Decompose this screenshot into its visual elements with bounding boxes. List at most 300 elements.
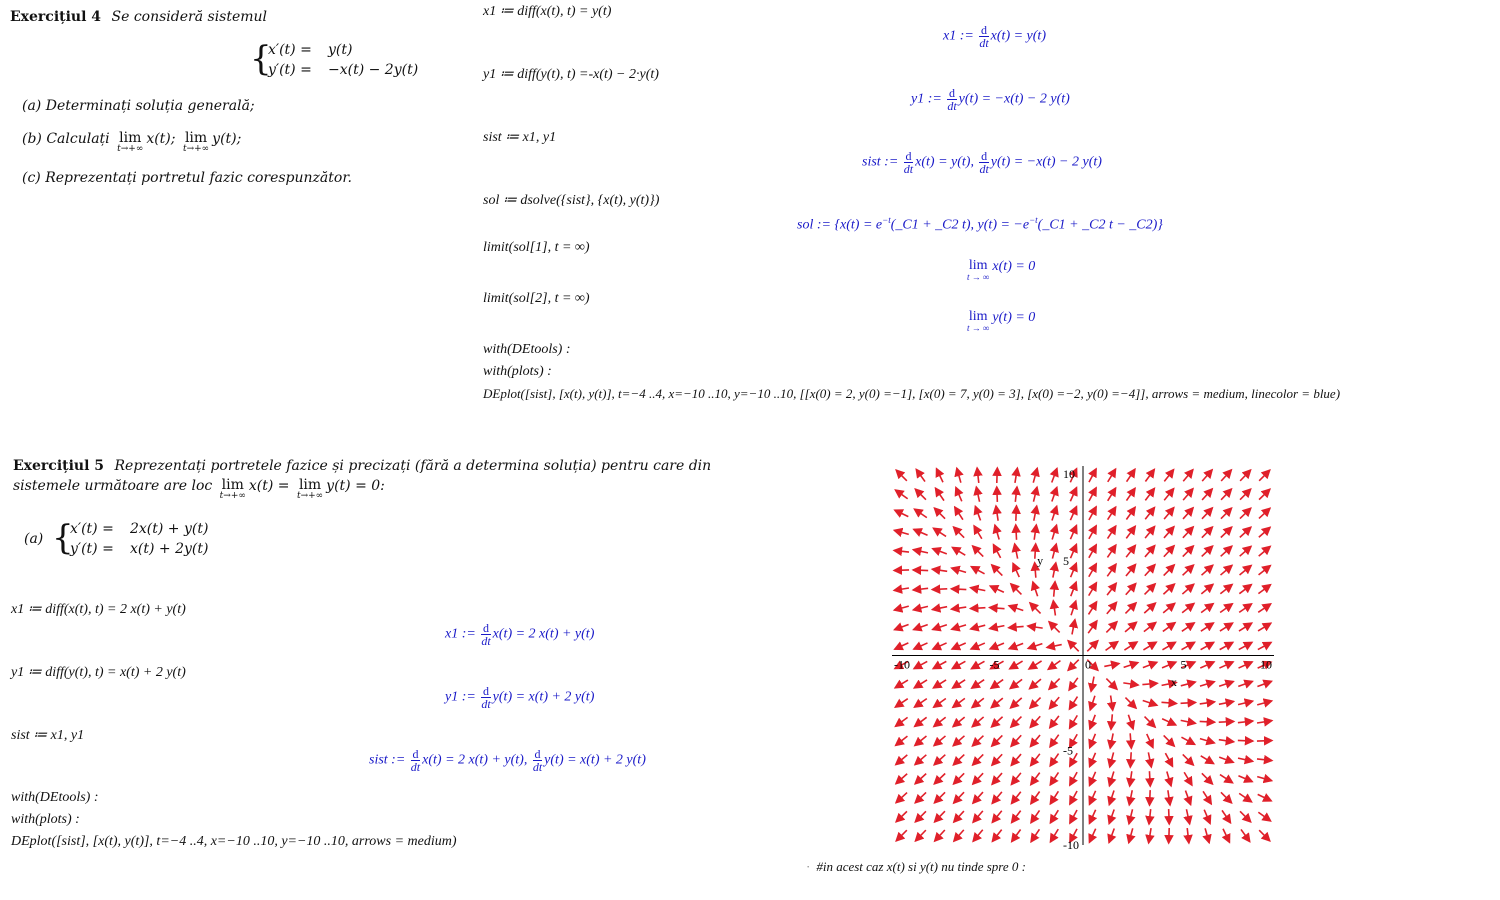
direction-arrow bbox=[1145, 565, 1155, 576]
direction-arrow bbox=[1220, 642, 1233, 649]
direction-arrow bbox=[1257, 759, 1272, 761]
direction-arrow bbox=[896, 470, 907, 481]
direction-arrow bbox=[1201, 642, 1214, 649]
direction-arrow bbox=[990, 626, 1005, 629]
direction-arrow bbox=[1012, 792, 1021, 804]
maple5-comment[interactable]: · #in acest caz x(t) si y(t) nu tinde spre 0 : bbox=[806, 859, 1026, 874]
direction-arrow bbox=[1106, 679, 1117, 690]
direction-arrow bbox=[1239, 793, 1251, 801]
maple4-input-limit2[interactable]: limit(sol[2], t = ∞) bbox=[483, 291, 590, 306]
y-tick-label: -5 bbox=[1063, 743, 1073, 758]
direction-arrow bbox=[972, 680, 984, 688]
direction-arrow bbox=[1054, 582, 1055, 597]
direction-arrow bbox=[1089, 810, 1095, 824]
direction-arrow bbox=[1053, 563, 1056, 578]
direction-arrow bbox=[1145, 488, 1154, 500]
direction-arrow bbox=[1009, 643, 1023, 648]
direction-arrow bbox=[1126, 488, 1135, 500]
direction-arrow bbox=[1011, 773, 1020, 785]
direction-arrow bbox=[1259, 489, 1270, 499]
direction-arrow bbox=[1183, 527, 1193, 538]
direction-arrow bbox=[1050, 829, 1058, 842]
direction-arrow bbox=[1201, 756, 1214, 764]
limit-symbol: lim t→+∞ bbox=[219, 477, 246, 501]
direction-arrow bbox=[1129, 828, 1133, 842]
ex5-heading bbox=[13, 458, 711, 474]
direction-arrow bbox=[914, 625, 928, 630]
direction-arrow bbox=[1089, 583, 1097, 596]
direction-arrow bbox=[1016, 525, 1017, 540]
direction-arrow bbox=[954, 792, 964, 803]
direction-arrow bbox=[1089, 791, 1095, 805]
direction-arrow bbox=[1030, 679, 1041, 689]
direction-arrow bbox=[1164, 470, 1173, 482]
direction-arrow bbox=[992, 565, 1003, 576]
direction-arrow bbox=[934, 717, 946, 726]
maple5-input-deplot[interactable]: DEplot([sist], [x(t), y(t)], t=−4 ..4, x=−10 ..10, y=−10 ..10, arrows = medium) bbox=[11, 834, 457, 849]
direction-arrow bbox=[1107, 545, 1115, 557]
direction-arrow bbox=[935, 811, 945, 822]
direction-arrow bbox=[1090, 696, 1095, 710]
direction-arrow bbox=[936, 488, 944, 500]
maple5-input-x1[interactable]: x1 ≔ diff(x(t), t) = 2 x(t) + y(t) bbox=[11, 602, 186, 617]
direction-arrow bbox=[1129, 809, 1133, 824]
ex4-heading bbox=[10, 9, 267, 25]
direction-arrow bbox=[973, 773, 983, 784]
direction-arrow bbox=[1204, 810, 1210, 824]
direction-arrow bbox=[1163, 603, 1175, 613]
prompt-marker: · bbox=[806, 859, 811, 874]
direction-arrow bbox=[1145, 527, 1154, 539]
direction-arrow bbox=[1015, 487, 1017, 502]
direction-arrow bbox=[974, 526, 982, 539]
direction-arrow bbox=[1181, 682, 1196, 686]
direction-arrow bbox=[1089, 488, 1096, 501]
direction-arrow bbox=[1126, 584, 1136, 595]
direction-arrow bbox=[1035, 544, 1036, 559]
direction-arrow bbox=[894, 570, 909, 571]
direction-arrow bbox=[895, 510, 909, 516]
direction-arrow bbox=[1258, 585, 1270, 594]
direction-arrow bbox=[955, 507, 963, 520]
direction-arrow bbox=[953, 680, 966, 688]
direction-arrow bbox=[914, 680, 927, 688]
direction-arrow bbox=[1090, 734, 1096, 748]
maple4-input-sist[interactable]: sist ≔ x1, y1 bbox=[483, 130, 557, 145]
direction-arrow bbox=[990, 643, 1004, 649]
direction-arrow bbox=[1109, 791, 1114, 805]
direction-arrow bbox=[1220, 623, 1233, 631]
maple4-output-limit2: lim t → ∞ y(t) = 0 bbox=[967, 309, 1036, 333]
direction-arrow bbox=[1163, 623, 1175, 632]
maple5-input-y1[interactable]: y1 ≔ diff(y(t), t) = x(t) + 2 y(t) bbox=[11, 665, 186, 680]
ex4-item-a: (a) Determinați soluția generală; bbox=[22, 98, 255, 114]
direction-arrow bbox=[1205, 828, 1209, 842]
direction-arrow bbox=[1259, 566, 1271, 575]
direction-arrow bbox=[1052, 525, 1056, 539]
x-tick-label: 10 bbox=[1260, 657, 1272, 672]
direction-arrow bbox=[934, 736, 945, 746]
direction-arrow bbox=[1053, 601, 1055, 616]
direction-arrow bbox=[953, 755, 964, 765]
direction-arrow bbox=[896, 793, 907, 803]
direction-arrow bbox=[1219, 757, 1233, 762]
direction-arrow bbox=[1257, 777, 1271, 781]
direction-arrow bbox=[1200, 662, 1214, 668]
direction-arrow bbox=[1070, 772, 1077, 785]
direction-arrow bbox=[895, 490, 907, 499]
direction-arrow bbox=[1030, 603, 1041, 614]
direction-arrow bbox=[1149, 771, 1150, 786]
maple4-output-y1: y1 := $\frac{d}{dt}$ y(t) = −x(t) − 2 y(t) bbox=[911, 86, 1070, 113]
direction-arrow bbox=[1240, 508, 1251, 518]
ex4-system-row-2: y′(t) = −x(t) − 2y(t) bbox=[268, 62, 419, 78]
direction-arrow bbox=[1031, 773, 1040, 785]
direction-arrow bbox=[1011, 735, 1021, 746]
direction-arrow bbox=[1089, 545, 1096, 558]
direction-arrow bbox=[1202, 773, 1213, 784]
direction-arrow bbox=[1028, 626, 1043, 628]
direction-arrow bbox=[1162, 662, 1176, 668]
direction-arrow bbox=[1033, 468, 1037, 482]
x-tick-label: -5 bbox=[989, 657, 1000, 672]
direction-arrow bbox=[1164, 489, 1173, 501]
direction-arrow bbox=[937, 469, 943, 483]
direction-arrow bbox=[933, 549, 947, 554]
direction-arrow bbox=[1164, 508, 1174, 519]
direction-arrow bbox=[914, 509, 926, 517]
direction-arrow bbox=[973, 811, 983, 822]
direction-arrow bbox=[1169, 809, 1170, 824]
direction-arrow bbox=[1149, 828, 1151, 843]
direction-arrow bbox=[1033, 487, 1037, 502]
derivative-fraction: $\frac{d}{dt}$ bbox=[979, 23, 989, 50]
direction-arrow bbox=[1257, 721, 1272, 723]
direction-arrow bbox=[895, 643, 909, 649]
direction-arrow bbox=[1031, 810, 1040, 822]
direction-field-plot[interactable] bbox=[884, 458, 1282, 853]
direction-arrow bbox=[953, 717, 965, 726]
direction-arrow bbox=[1010, 661, 1023, 669]
direction-arrow bbox=[1050, 772, 1058, 785]
direction-arrow bbox=[1202, 565, 1213, 575]
direction-arrow bbox=[992, 717, 1003, 727]
direction-arrow bbox=[1259, 830, 1270, 841]
direction-arrow bbox=[972, 736, 983, 746]
direction-arrow bbox=[1050, 716, 1059, 728]
direction-arrow bbox=[1087, 641, 1098, 652]
direction-arrow bbox=[1129, 790, 1132, 805]
direction-arrow bbox=[1258, 623, 1271, 631]
direction-arrow bbox=[990, 586, 1004, 592]
direction-arrow bbox=[1106, 622, 1117, 633]
direction-arrow bbox=[1050, 735, 1059, 747]
direction-arrow bbox=[1221, 489, 1231, 500]
direction-arrow bbox=[1126, 507, 1135, 519]
direction-arrow bbox=[1219, 682, 1233, 687]
direction-arrow bbox=[1221, 792, 1232, 803]
direction-arrow bbox=[1259, 546, 1271, 556]
direction-arrow bbox=[915, 717, 927, 726]
direction-arrow bbox=[1202, 489, 1212, 500]
direction-arrow bbox=[1050, 791, 1058, 804]
direction-arrow bbox=[1145, 507, 1154, 519]
ex4-item-b: (b) Calculați lim t→+∞ x(t); lim t→+∞ y(t); bbox=[22, 130, 242, 154]
direction-arrow bbox=[1089, 602, 1097, 615]
direction-arrow bbox=[995, 525, 999, 539]
direction-arrow bbox=[1052, 468, 1057, 482]
direction-arrow bbox=[1089, 469, 1096, 482]
maple4-input-y1[interactable]: y1 ≔ diff(y(t), t) =-x(t) − 2·y(t) bbox=[483, 67, 659, 82]
direction-arrow bbox=[971, 588, 986, 591]
direction-arrow bbox=[1221, 527, 1232, 537]
direction-arrow bbox=[932, 607, 947, 610]
direction-arrow bbox=[973, 792, 983, 803]
ex5-system-brace: { bbox=[52, 518, 74, 558]
direction-arrow bbox=[1219, 721, 1234, 722]
direction-arrow bbox=[1185, 791, 1190, 805]
direction-arrow bbox=[1110, 752, 1114, 767]
direction-arrow bbox=[1126, 545, 1135, 557]
direction-arrow bbox=[973, 546, 984, 557]
direction-arrow bbox=[1259, 470, 1270, 481]
direction-arrow bbox=[1125, 622, 1136, 632]
x-axis-label: x bbox=[1170, 674, 1177, 689]
direction-arrow bbox=[1123, 683, 1138, 685]
direction-arrow bbox=[952, 643, 966, 649]
direction-arrow bbox=[1052, 506, 1057, 520]
derivative-fraction: $\frac{d}{dt}$ bbox=[481, 684, 491, 711]
direction-arrow bbox=[1181, 702, 1196, 703]
direction-arrow bbox=[915, 755, 926, 765]
derivative-fraction: $\frac{d}{dt}$ bbox=[481, 621, 491, 648]
direction-arrow bbox=[1034, 525, 1036, 540]
direction-arrow bbox=[894, 550, 909, 552]
direction-arrow bbox=[915, 774, 926, 784]
ex5-intro-line2: sistemele următoare are loc lim t→+∞ x(t) = lim t→+∞ y(t) = 0: bbox=[13, 477, 385, 501]
direction-arrow bbox=[1127, 469, 1135, 481]
direction-arrow bbox=[1150, 790, 1151, 805]
direction-arrow bbox=[1257, 741, 1272, 742]
direction-arrow bbox=[916, 469, 925, 481]
direction-arrow bbox=[1161, 702, 1176, 703]
maple4-input-limit1[interactable]: limit(sol[1], t = ∞) bbox=[483, 240, 590, 255]
direction-arrow bbox=[1012, 811, 1021, 823]
direction-arrow bbox=[1011, 717, 1022, 728]
direction-arrow bbox=[1169, 828, 1170, 843]
direction-arrow bbox=[1125, 698, 1136, 709]
direction-arrow bbox=[1069, 697, 1077, 710]
direction-arrow bbox=[1069, 678, 1078, 690]
direction-arrow bbox=[1030, 735, 1040, 747]
direction-arrow bbox=[977, 468, 979, 483]
direction-arrow bbox=[1031, 754, 1040, 766]
maple4-input-with-detools[interactable]: with(DEtools) : bbox=[483, 342, 571, 357]
direction-arrow bbox=[915, 792, 926, 802]
direction-arrow bbox=[1238, 721, 1253, 723]
direction-arrow bbox=[894, 606, 908, 610]
direction-arrow bbox=[1108, 526, 1116, 539]
maple4-input-x1[interactable]: x1 ≔ diff(x(t), t) = y(t) bbox=[483, 4, 612, 19]
direction-arrow bbox=[1015, 468, 1017, 483]
direction-arrow bbox=[1015, 544, 1018, 559]
direction-arrow bbox=[1164, 565, 1175, 576]
direction-arrow bbox=[1031, 792, 1040, 804]
maple4-input-sol[interactable]: sol ≔ dsolve({sist}, {x(t), y(t)}) bbox=[483, 193, 660, 208]
direction-arrow bbox=[1106, 642, 1118, 651]
direction-arrow bbox=[1070, 715, 1078, 728]
direction-arrow bbox=[1239, 585, 1251, 594]
direction-arrow bbox=[1145, 546, 1155, 557]
maple4-input-with-plots[interactable]: with(plots) : bbox=[483, 364, 552, 379]
direction-arrow bbox=[1162, 642, 1175, 650]
direction-arrow bbox=[1147, 734, 1153, 748]
direction-arrow bbox=[1050, 810, 1058, 823]
direction-arrow bbox=[895, 624, 909, 629]
direction-arrow bbox=[996, 506, 998, 521]
direction-arrow bbox=[1257, 701, 1271, 705]
direction-arrow bbox=[1071, 563, 1077, 577]
direction-arrow bbox=[1128, 715, 1133, 729]
direction-arrow bbox=[932, 569, 947, 571]
direction-arrow bbox=[935, 830, 945, 841]
direction-arrow bbox=[1111, 714, 1112, 729]
direction-arrow bbox=[933, 643, 947, 649]
direction-arrow bbox=[1052, 544, 1056, 559]
direction-arrow bbox=[1200, 702, 1215, 704]
direction-arrow bbox=[1071, 601, 1076, 615]
direction-arrow bbox=[1011, 584, 1022, 595]
direction-arrow bbox=[1109, 810, 1114, 824]
direction-arrow bbox=[1068, 641, 1079, 652]
limit-symbol: lim t → ∞ bbox=[967, 258, 990, 282]
direction-arrow bbox=[954, 811, 964, 822]
direction-arrow bbox=[1258, 812, 1270, 821]
direction-arrow bbox=[1238, 701, 1253, 705]
direction-arrow bbox=[1202, 546, 1213, 556]
derivative-fraction: $\frac{d}{dt}$ bbox=[947, 86, 957, 113]
maple5-input-sist[interactable]: sist ≔ x1, y1 bbox=[11, 728, 85, 743]
direction-arrow bbox=[1033, 582, 1038, 596]
direction-arrow bbox=[1187, 828, 1189, 843]
direction-arrow bbox=[1089, 564, 1097, 577]
direction-arrow bbox=[1104, 664, 1119, 667]
limit-symbol: lim t→+∞ bbox=[296, 477, 324, 501]
direction-arrow bbox=[1164, 735, 1175, 746]
direction-arrow bbox=[992, 830, 1001, 842]
direction-arrow bbox=[952, 547, 965, 555]
maple5-output-sist: sist := $\frac{d}{dt}$ x(t) = 2 x(t) + y(t), $\frac{d}{dt}$ y(t) = x(t) + 2 y(t) bbox=[369, 747, 646, 774]
direction-arrow bbox=[1182, 642, 1195, 649]
ex4-title: Exercițiul 4 bbox=[10, 9, 102, 25]
direction-arrow bbox=[1028, 644, 1042, 649]
direction-arrow bbox=[1183, 470, 1193, 482]
direction-arrow bbox=[1091, 677, 1094, 692]
direction-arrow bbox=[1238, 740, 1253, 741]
direction-arrow bbox=[1219, 740, 1234, 742]
direction-arrow bbox=[1220, 775, 1233, 783]
direction-arrow bbox=[932, 589, 947, 590]
direction-arrow bbox=[952, 661, 965, 668]
direction-arrow bbox=[933, 680, 946, 688]
direction-arrow bbox=[1111, 695, 1113, 710]
direction-arrow bbox=[1240, 811, 1251, 822]
direction-arrow bbox=[1090, 715, 1095, 729]
direction-arrow bbox=[1030, 716, 1040, 727]
direction-arrow bbox=[1108, 469, 1116, 482]
maple4-output-sol: sol := {$x(t) = e^{-t}(\_C1$ + _C2 t), $y(t) = -e^{-t}(\_C1$ + _C2 t − _C2)} bbox=[797, 215, 1163, 233]
direction-arrow bbox=[971, 567, 984, 574]
direction-arrow bbox=[1143, 662, 1157, 667]
maple5-output-y1: y1 := $\frac{d}{dt}$ y(t) = x(t) + 2 y(t) bbox=[445, 684, 595, 711]
x-tick-label: -10 bbox=[894, 657, 910, 672]
direction-arrow bbox=[934, 699, 946, 708]
maple4-input-deplot[interactable]: DEplot([sist], [x(t), y(t)], t=−4 ..4, x=−10 ..10, y=−10 ..10, [[x(0) = 2, y(0) =−1], [x(0) = 7, y(0) = 3], [x(0) =−2, y(0) =−4]], arrows = medium, linecolor = blue) bbox=[483, 386, 1341, 401]
direction-arrow bbox=[1070, 791, 1077, 804]
direction-arrow bbox=[1201, 604, 1213, 613]
ex4-system-brace: { bbox=[250, 39, 272, 79]
direction-arrow bbox=[913, 588, 928, 590]
direction-arrow bbox=[1145, 717, 1156, 728]
direction-arrow bbox=[1090, 753, 1096, 767]
direction-arrow bbox=[1165, 753, 1172, 766]
direction-arrow bbox=[1107, 602, 1117, 613]
direction-arrow bbox=[896, 830, 907, 841]
direction-arrow bbox=[973, 830, 983, 842]
direction-arrow bbox=[1109, 771, 1113, 785]
direction-arrow bbox=[1241, 829, 1250, 841]
direction-arrow bbox=[894, 530, 908, 534]
ex5-label-a: (a) bbox=[24, 531, 44, 547]
direction-arrow bbox=[1221, 508, 1232, 519]
direction-arrow bbox=[894, 588, 909, 590]
ex5-intro-line1: Reprezentați portretele fazice și precizați (fără a determina soluția) pentru care din bbox=[114, 458, 712, 474]
direction-arrow bbox=[1029, 661, 1042, 669]
direction-arrow bbox=[896, 717, 908, 726]
direction-arrow bbox=[1108, 507, 1116, 520]
direction-arrow bbox=[997, 468, 998, 483]
direction-arrow bbox=[1011, 698, 1022, 708]
direction-arrow bbox=[1238, 776, 1252, 782]
direction-arrow bbox=[992, 735, 1003, 746]
direction-arrow bbox=[1068, 660, 1079, 671]
direction-arrow bbox=[1009, 606, 1023, 611]
maple5-output-x1: x1 := $\frac{d}{dt}$ x(t) = 2 x(t) + y(t) bbox=[445, 621, 595, 648]
direction-arrow bbox=[1048, 661, 1060, 670]
direction-arrow bbox=[1223, 829, 1229, 843]
ex5-system-row-1: x′(t) = 2x(t) + y(t) bbox=[70, 521, 209, 537]
direction-arrow bbox=[1047, 645, 1062, 648]
direction-arrow bbox=[1030, 698, 1041, 709]
direction-arrow bbox=[1011, 754, 1021, 765]
direction-arrow bbox=[1203, 791, 1211, 804]
ex4-system-row-1: x′(t) = y(t) bbox=[268, 42, 353, 58]
direction-arrow bbox=[1182, 584, 1193, 594]
maple5-input-with-detools[interactable]: with(DEtools) : bbox=[11, 790, 99, 805]
direction-arrow bbox=[934, 792, 945, 803]
direction-arrow bbox=[1049, 622, 1060, 633]
direction-arrow bbox=[1050, 754, 1058, 766]
maple4-output-sist: sist := $\frac{d}{dt}$ x(t) = y(t), $\frac{d}{dt}$ y(t) = −x(t) − 2 y(t) bbox=[862, 149, 1102, 176]
direction-arrow bbox=[952, 625, 966, 629]
direction-arrow bbox=[1163, 584, 1174, 594]
direction-arrow bbox=[1182, 623, 1194, 631]
maple5-input-with-plots[interactable]: with(plots) : bbox=[11, 812, 80, 827]
direction-arrow bbox=[1167, 771, 1171, 785]
direction-arrow bbox=[1126, 526, 1135, 538]
direction-arrow bbox=[1240, 470, 1250, 481]
direction-arrow bbox=[997, 487, 998, 502]
